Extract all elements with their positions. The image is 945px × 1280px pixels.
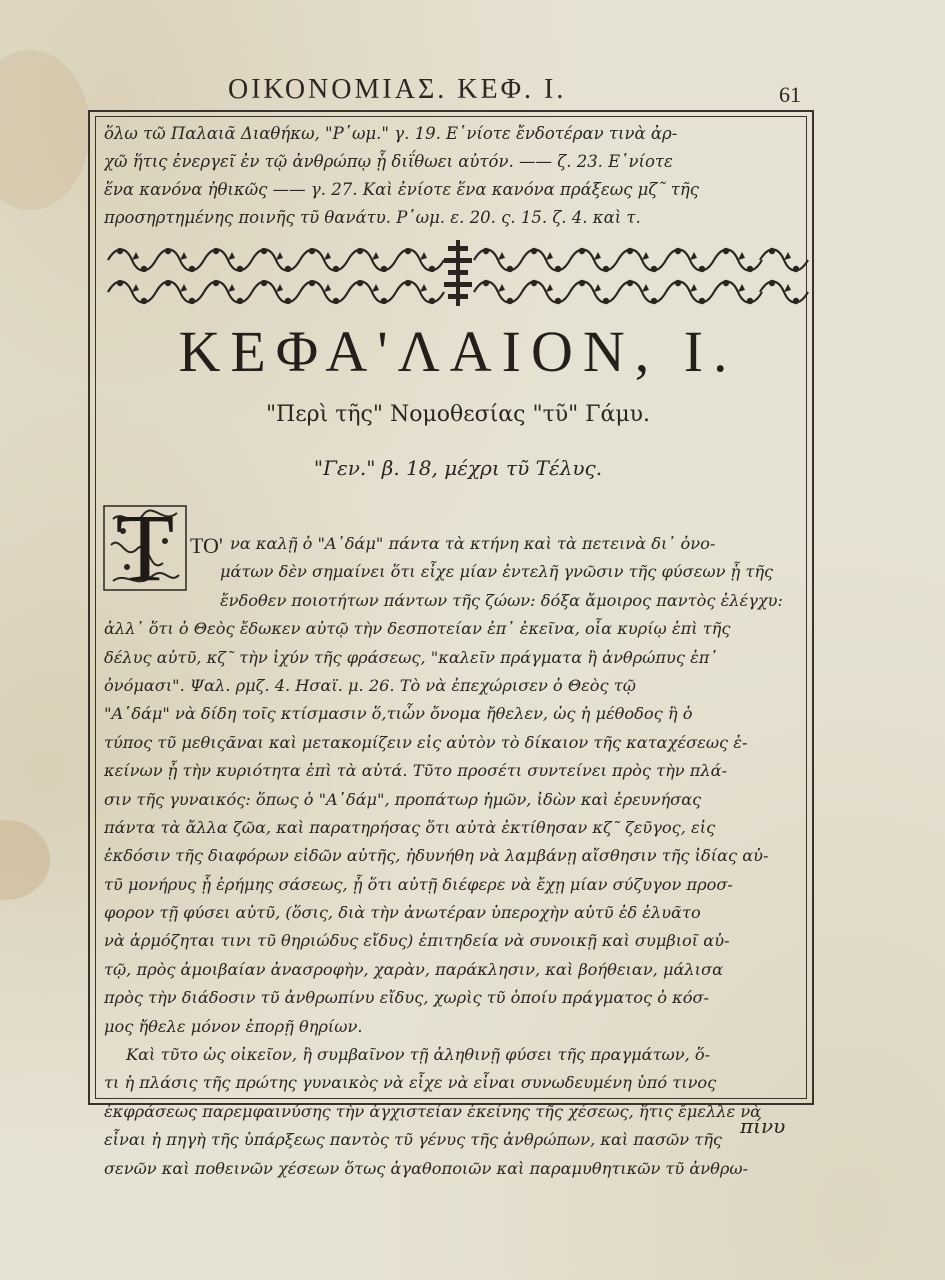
ornamental-band [104, 238, 812, 310]
text-line: χῶ ἥτις ἐνεργεῖ ἐν τῷ ἀνθρώπῳ ᾗ διΐθωει αὐτόν. —— ζ. 23. Ε῾νίοτε [104, 152, 673, 171]
text-line: ἀλλ᾽ ὅτι ὁ Θεὸς ἔδωκεν αὐτῷ τὴν δεσποτείαν ἐπ᾽ ἐκεῖνα, οἷα κυρίῳ ἐπὶ τῆς [104, 619, 731, 639]
text-line: τι ἡ πλάσις τῆς πρώτης γυναικὸς νὰ εἶχε νὰ εἶναι συνωδευμένη ὑπό τινος [104, 1073, 717, 1093]
text-line: προσηρτημένης ποινῆς τῦ θανάτυ. Ρ῾ωμ. ε. 20. ς. 15. ζ. 4. καὶ τ. [104, 208, 641, 227]
text-line: σενῶν καὶ ποθεινῶν χέσεων ὅτως ἀγαθοποιῶν καὶ παραμυθητικῶν τῦ ἀνθρω- [104, 1158, 749, 1178]
text-line: ὅλω τῶ Παλαιᾶ Διαθήκω, "Ρ῾ωμ." γ. 19. Ε῾νίοτε ἔνδοτέραν τινὰ ἀρ- [104, 124, 678, 143]
running-title: ΟΙΚΟΝΟΜΙΑΣ. ΚΕΦ. Ι. [228, 74, 567, 105]
ornament-center [444, 240, 472, 306]
ornament-left [108, 248, 444, 304]
text-line: τύπος τῦ μεθιςᾶναι καὶ μετακομίζειν εἰς αὐτὸν τὸ δίκαιον τῆς καταχέσεως ἐ- [104, 732, 748, 752]
text-line: τῦ μονήρυς ᾗ ἐρήμης σάσεως, ᾗ ὅτι αὐτῇ διέφερε νὰ ἔχῃ μίαν σύζυγον προσ- [104, 874, 733, 894]
body-text [104, 530, 806, 1183]
continued-text [104, 120, 804, 232]
text-line: να καλῇ ὁ "Α῾δάμ" πάντα τὰ κτήνη καὶ τὰ πετεινὰ δι᾽ ὀνο- [230, 534, 716, 553]
text-line: κείνων ᾗ τὴν κυριότητα ἐπὶ τὰ αὐτά. Τῦτο προσέτι συντείνει πρὸς τὴν πλά- [104, 761, 728, 781]
catchword: πίνυ [740, 1114, 786, 1138]
drop-cap-letter: Τ [115, 494, 175, 601]
text-line: φορον τῇ φύσει αὐτῦ, (ὅσις, διὰ τὴν ἀνωτέραν ὑπεροχὴν αὐτῦ ἐδ ἐλυᾶτο [104, 903, 701, 923]
text-line: Καὶ τῦτο ὡς οἰκεῖον, ἢ συμβαῖνον τῇ ἀληθινῇ φύσει τῆς πραγμάτων, ὅ- [126, 1045, 711, 1065]
text-line: νὰ ἁρμόζηται τινι τῦ θηριώδυς εἴδυς) ἐπιτηδεία νὰ συνοικῇ καὶ συμβιοῖ αὐ- [104, 931, 730, 951]
text-line: μάτων δὲν σημαίνει ὅτι εἶχε μίαν ἐντελῆ γνῶσιν τῆς φύσεων ᾗ τῆς [220, 562, 774, 582]
text-line: ἕνα κανόνα ἠθικῶς —— γ. 27. Καὶ ἐνίοτε ἕνα κανόνα πράξεως μζ῀ τῆς [104, 180, 700, 199]
text-line: εἶναι ἡ πηγὴ τῆς ὑπάρξεως παντὸς τῦ γένυς τῆς ἀνθρώπων, καὶ πασῶν τῆς [104, 1130, 722, 1150]
text-line: δέλυς αὐτῦ, κζ῀ τὴν ἰχύν τῆς φράσεως, "καλεῖν πράγματα ἢ ἀνθρώπυς ἐπ᾽ [104, 647, 718, 667]
running-head [0, 70, 945, 110]
opening-word: ΤΟ' [190, 533, 223, 558]
text-line: ἐκφράσεως παρεμφαινύσης τὴν ἀγχιστείαν ἐκείνης τῆς χέσεως, ἥτις ἔμελλε νὰ [104, 1101, 762, 1121]
ornament-right [474, 248, 808, 304]
page-number: 61 [779, 82, 801, 107]
text-line: ὀνόμασι". Ψαλ. ρμζ. 4. Ησαϊ. μ. 26. Τὸ νὰ ἐπεχώρισεν ὁ Θεὸς τῷ [104, 675, 636, 695]
text-line: ἐκδόσιν τῆς διαφόρων εἰδῶν αὐτῆς, ἠδυνήθη νὰ λαμβάνῃ αἴσθησιν τῆς ἰδίας αὐ- [104, 846, 769, 866]
text-line: ἔνδοθεν ποιοτήτων πάντων τῆς ζώων: δόξα ἄμοιρος παντὸς ἐλέγχυ: [220, 590, 783, 610]
text-line: πάντα τὰ ἄλλα ζῶα, καὶ παρατηρήσας ὅτι αὐτὰ ἐκτίθησαν κζ῀ ζεῦγος, εἰς [104, 817, 716, 837]
text-line: μος ἤθελε μόνον ἐπορῇ θηρίων. [104, 1016, 363, 1036]
text-line: πρὸς τὴν διάδοσιν τῦ ἀνθρωπίνυ εἴδυς, χωρὶς τῦ ὁποίυ πράγματος ὁ κόσ- [104, 988, 709, 1008]
scripture-reference: "Γεν." β. 18, μέχρι τῦ Τέλυς. [313, 456, 603, 480]
text-line: "Α῾δάμ" νὰ δίδη τοῖς κτίσμασιν ὅ,τιὧν ὄνομα ἤθελεν, ὡς ἡ μέθοδος ἢ ὁ [104, 704, 693, 724]
chapter-title: ΚΕΦΑ'ΛΑΙΟΝ, Ι. [178, 319, 738, 384]
text-line: σιν τῆς γυναικός: ὅπως ὁ "Α῾δάμ", προπάτωρ ἡμῶν, ἰδὼν καὶ ἐρευνήσας [104, 789, 702, 809]
paper-stain [0, 820, 50, 900]
chapter-subtitle: "Περὶ τῆς" Νομοθεσίας "τῦ" Γάμυ. [265, 402, 651, 427]
text-line: τῷ, πρὸς ἀμοιβαίαν ἀνασροφὴν, χαρὰν, παράκλησιν, καὶ βοήθειαν, μάλισα [104, 959, 723, 979]
